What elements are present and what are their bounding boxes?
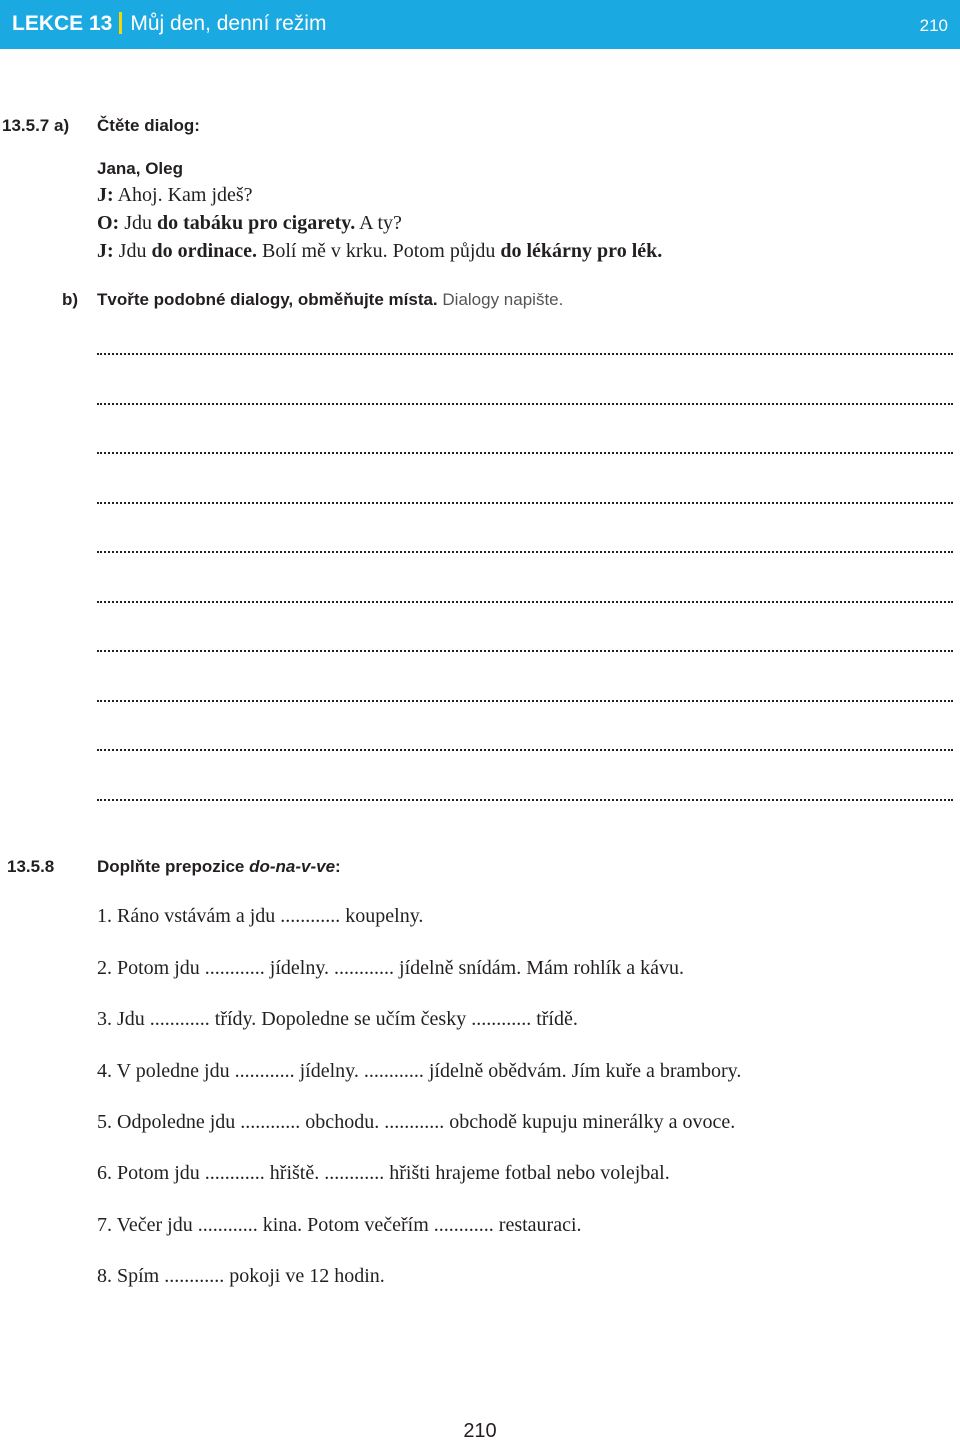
lesson-label: LEKCE 13 (12, 12, 113, 35)
line-text: Ahoj. Kam jdeš? (117, 184, 253, 206)
exercise-number: 13.5.7 a) (2, 116, 70, 135)
header-separator (119, 12, 122, 34)
sentence: 7. Večer jdu ............ kina. Potom večeřím ............ restauraci. (97, 1214, 582, 1236)
speaker: O: (97, 212, 120, 234)
line-text: A ty? (359, 212, 402, 234)
writing-line[interactable] (97, 601, 953, 603)
page-header (0, 0, 960, 49)
line-highlight: do ordinace. (151, 240, 258, 262)
sentence: 4. V poledne jdu ............ jídelny. ............ jídelně obědvám. Jím kuře a brambory. (97, 1060, 742, 1082)
dialog-line-1 (97, 184, 253, 207)
exercise-number: 13.5.8 (7, 857, 55, 876)
exercise-title (97, 857, 341, 877)
dialog-line-3 (97, 240, 662, 263)
part-b-label: b) (62, 290, 79, 309)
line-text: Jdu (124, 212, 153, 234)
sentence: 3. Jdu ............ třídy. Dopoledne se učím česky ............ třídě. (97, 1008, 578, 1030)
sentence: 6. Potom jdu ............ hřiště. ............ hřišti hrajeme fotbal nebo volejbal. (97, 1162, 670, 1184)
writing-line[interactable] (97, 650, 953, 652)
line-text: Bolí mě v krku. Potom půjdu (262, 240, 496, 262)
header-page-number: 210 (919, 16, 948, 35)
dialog-line-2 (97, 212, 402, 235)
sentence: 8. Spím ............ pokoji ve 12 hodin. (97, 1265, 385, 1287)
writing-line[interactable] (97, 551, 953, 553)
writing-line[interactable] (97, 700, 953, 702)
exercise-title: Čtěte dialog: (97, 116, 200, 135)
title-italic: do-na-v-ve (249, 857, 336, 876)
writing-line[interactable] (97, 749, 953, 751)
writing-line[interactable] (97, 502, 953, 504)
lesson-heading (12, 12, 326, 36)
sentence: 1. Ráno vstávám a jdu ............ koupelny. (97, 905, 424, 927)
writing-line[interactable] (97, 353, 953, 355)
line-highlight: do tabáku pro cigarety. (157, 212, 356, 234)
part-b-bold: Tvořte podobné dialogy, obměňujte místa. (97, 290, 438, 309)
part-b-plain: Dialogy napište. (442, 290, 564, 309)
footer-page-number: 210 (463, 1420, 497, 1442)
title-text: : (335, 857, 341, 876)
part-b-instruction (97, 290, 563, 310)
sentence: 2. Potom jdu ............ jídelny. ............ jídelně snídám. Mám rohlík a kávu. (97, 957, 684, 979)
dialog-speakers: Jana, Oleg (97, 159, 183, 178)
speaker: J: (97, 184, 114, 206)
title-text: Doplňte prepozice (97, 857, 250, 876)
line-text: Jdu (118, 240, 147, 262)
writing-line[interactable] (97, 403, 953, 405)
writing-line[interactable] (97, 452, 953, 454)
writing-line[interactable] (97, 799, 953, 801)
speaker: J: (97, 240, 114, 262)
line-highlight: do lékárny pro lék. (500, 240, 663, 262)
lesson-title: Můj den, denní režim (130, 12, 327, 35)
sentence: 5. Odpoledne jdu ............ obchodu. ............ obchodě kupuju minerálky a ovoce. (97, 1111, 736, 1133)
